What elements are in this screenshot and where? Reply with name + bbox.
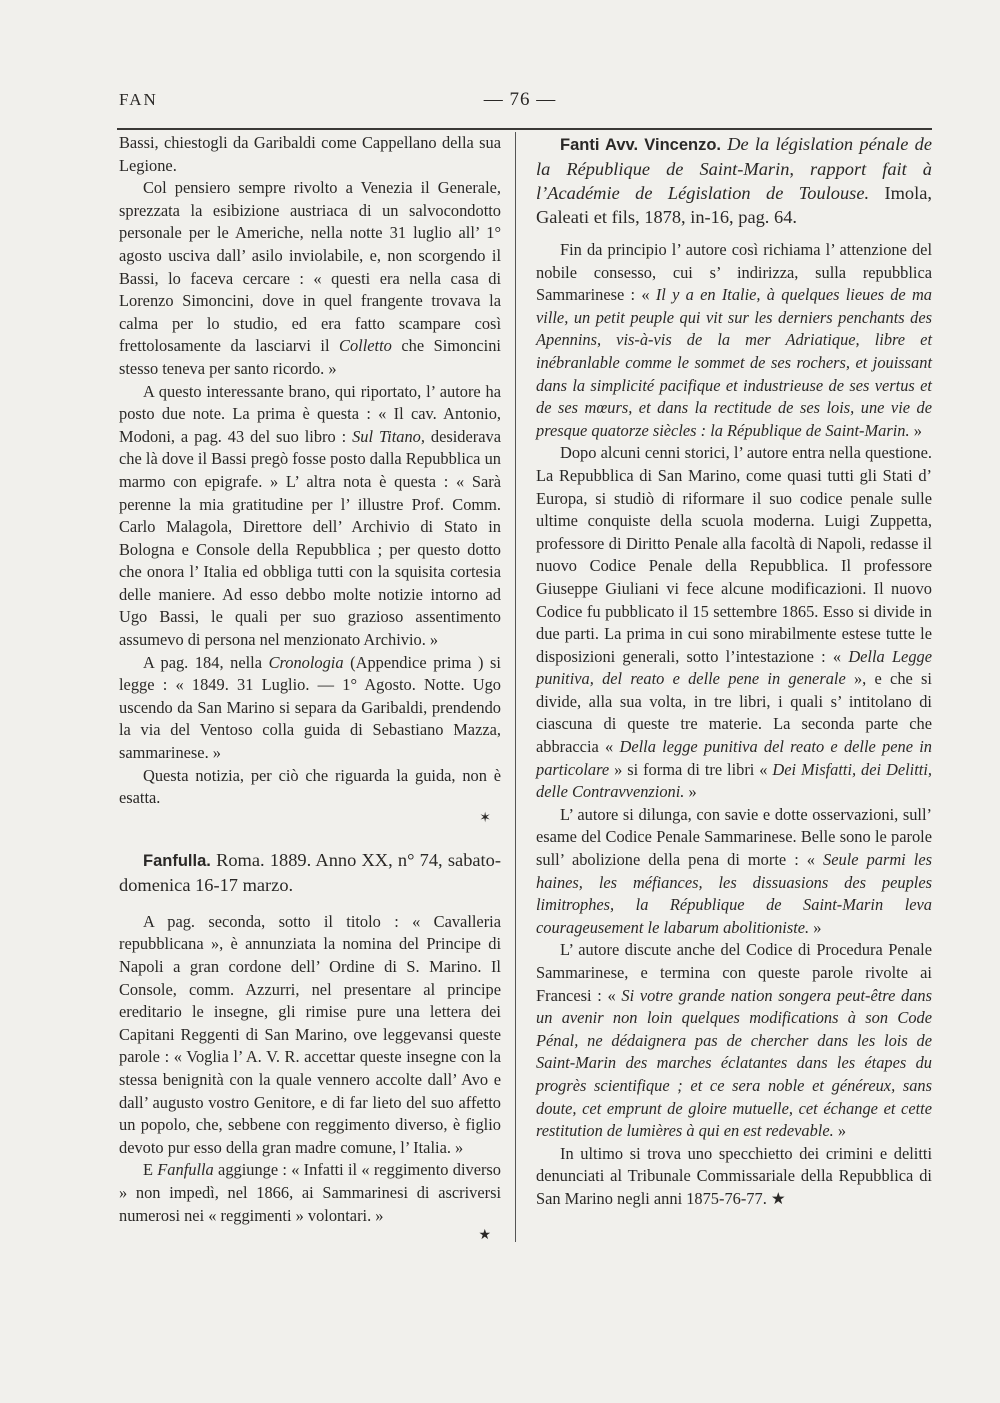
column-divider	[515, 132, 516, 1242]
paragraph: L’ autore si dilunga, con savie e dotte osservazioni, sull’ esame del Codice Penale Sammarinese. Belle sono le parole sull’ abolizione della pena di morte : « Seule parmi les haines, les méfiances, les dissuasions des peuples limitrophes, la République de Saint-Marin leva courageusement le labarum abolitioniste. »	[536, 804, 932, 937]
paragraph: Bassi, chiestogli da Garibaldi come Cappellano della sua Legione.	[119, 133, 501, 175]
paragraph: A questo interessante brano, qui riportato, l’ autore ha posto due note. La prima è questa : « Il cav. Antonio, Modoni, a pag. 43 del suo libro : Sul Titano, desiderava che là dove il Bassi pregò fosse posto dalla Repubblica un marmo con epigrafe. » L’ altra nota è questa : « Sarà perenne la mia gratitudine per l’ illustre Prof. Comm. Carlo Malagola, Direttore dell’ Archivio di Stato in Bologna e Console della Repubblica ; per questo dotto che onora l’ Italia ed obbliga tutti con la squisita cortesia delle maniere. Ad esso debbo molte notizie intorno ad Ugo Bassi, le quali per suo grazioso assentimento assumevo di persona nel menzionato Archivio. »	[119, 381, 501, 650]
header-rule	[117, 128, 932, 130]
entry-heading: Fanti Avv. Vincenzo. De la législation pénale de la République de Saint-Marin, rapport fait à l’Académie de Législation de Toulouse. Imola, Galeati et fils, 1878, in-16, pag. 64.	[536, 134, 932, 227]
paragraph: L’ autore discute anche del Codice di Procedura Penale Sammarinese, e termina con queste parole rivolte ai Francesi : « Si votre grande nation songera peut-être dans un avenir non loin quelques modifications à son Code Pénal, ne dédaignera pas de chercher dans les lois de Saint-Marin des marches éclatantes dans les étapes du progrès scientifique ; et ce sera noble et généreux, sans doute, cet emprunt de gloire mutuelle, cet échange et cette restitution de lumières à qui en est redevable. »	[536, 940, 932, 1141]
star-ornament: ★	[770, 1188, 786, 1208]
page-number: — 76 —	[483, 89, 557, 110]
paragraph: A pag. seconda, sotto il titolo : « Cavalleria repubblicana », è annunziata la nomina del Principe di Napoli a gran cordone dell’ Ordine di S. Marino. Il Console, comm. Azzurri, nel presentare al principe ereditario le insegne, gli rimise pure una lettera dei Capitani Reggenti di San Marino, ove leggevansi queste parole : « Voglia l’ A. V. R. accettar queste insegne con la stessa benignità con la quale vennero accolte dall’ Avo e dall’ augusto vostro Genitore, e di far lieto del suo affetto un popolo, che, sebbene con reggimento diverso, è figlio devoto pur esso della gran madre comune, l’ Italia. »	[119, 911, 501, 1157]
paragraph: A pag. 184, nella Cronologia (Appendice prima ) si legge : « 1849. 31 Luglio. — 1° Agosto. Notte. Ugo uscendo da San Marino si separa da Garibaldi, prendendo la via del Ventoso colla guida di Sebastiano Mazza, sammarinese. »	[119, 652, 501, 763]
running-head: FAN	[119, 90, 158, 109]
paragraph: Questa notizia, per ciò che riguarda la guida, non è esatta.	[119, 765, 501, 808]
paragraph: E Fanfulla aggiunge : « Infatti il « reggimento diverso » non impedì, nel 1866, ai Sammarinesi di ascriversi numerosi nei « reggimenti » volontari. »	[119, 1160, 501, 1225]
left-column	[119, 132, 501, 1245]
star-ornament: ★	[478, 1228, 491, 1244]
star-ornament: ✶	[479, 810, 491, 826]
paragraph: Col pensiero sempre rivolto a Venezia il Generale, sprezzata la esibizione austriaca di un salvocondotto personale per le Americhe, nella notte 31 luglio all’ 1° agosto usciva dall’ asilo inviolabile, e, non scorgendo il Bassi, lo faceva cercare : « questi era nella casa di Lorenzo Simoncini, dove in quel frangente trovava la calma per lo studio, ed era fatto scampare così frettolosamente da lasciarvi il Colletto che Simoncini stesso teneva per santo ricordo. »	[119, 178, 501, 378]
paragraph: Fin da principio l’ autore così richiama l’ attenzione del nobile consesso, cui s’ indirizza, sulla repubblica Sammarinese : « Il y a en Italie, à quelques lieues de ma ville, un petit peuple qui vit sur les derniers penchants des Apennins, vis-à-vis de la mer Adriatique, libre et inébranlable comme le sommet de ses rochers, et jouissant dans la simplicité pacifique et industrieuse de ses vertus et de ses mœurs, et dans la rectitude de ses lois, une vie de presque quatorze siècles : la République de Saint-Marin. »	[536, 240, 932, 440]
entry-heading: Fanfulla. Roma. 1889. Anno XX, n° 74, sabato-domenica 16-17 marzo.	[119, 849, 501, 895]
paragraph: In ultimo si trova uno specchietto dei crimini e delitti denunciati al Tribunale Commissariale della Repubblica di San Marino negli anni 1875-76-77. ★	[536, 1143, 932, 1208]
paragraph: Dopo alcuni cenni storici, l’ autore entra nella questione. La Repubblica di San Marino, come quasi tutti gli Stati d’ Europa, si studiò di riformare il suo codice penale sulle ultime conquiste della scuola moderna. Luigi Zuppetta, professore di Diritto Penale alla facoltà di Napoli, redasse il nuovo Codice Penale della Repubblica. Il professore Giuseppe Giuliani vi fece alcune modificazioni. Il nuovo Codice fu pubblicato il 15 settembre 1865. Esso si divide in due parti. La prima in cui sono mirabilmente estese tutte le disposizioni generali, sotto l’intestazione : « Della Legge punitiva, del reato e delle pene in generale », e che si divide, alla sua volta, in tre libri, i quali s’ intitolano di ciascuna di queste tre materie. La seconda parte che abbraccia « Della legge punitiva del reato e delle pene in particolare » si forma di tre libri « Dei Misfatti, dei Delitti, delle Contravvenzioni. »	[536, 443, 932, 802]
right-column	[536, 132, 932, 1211]
